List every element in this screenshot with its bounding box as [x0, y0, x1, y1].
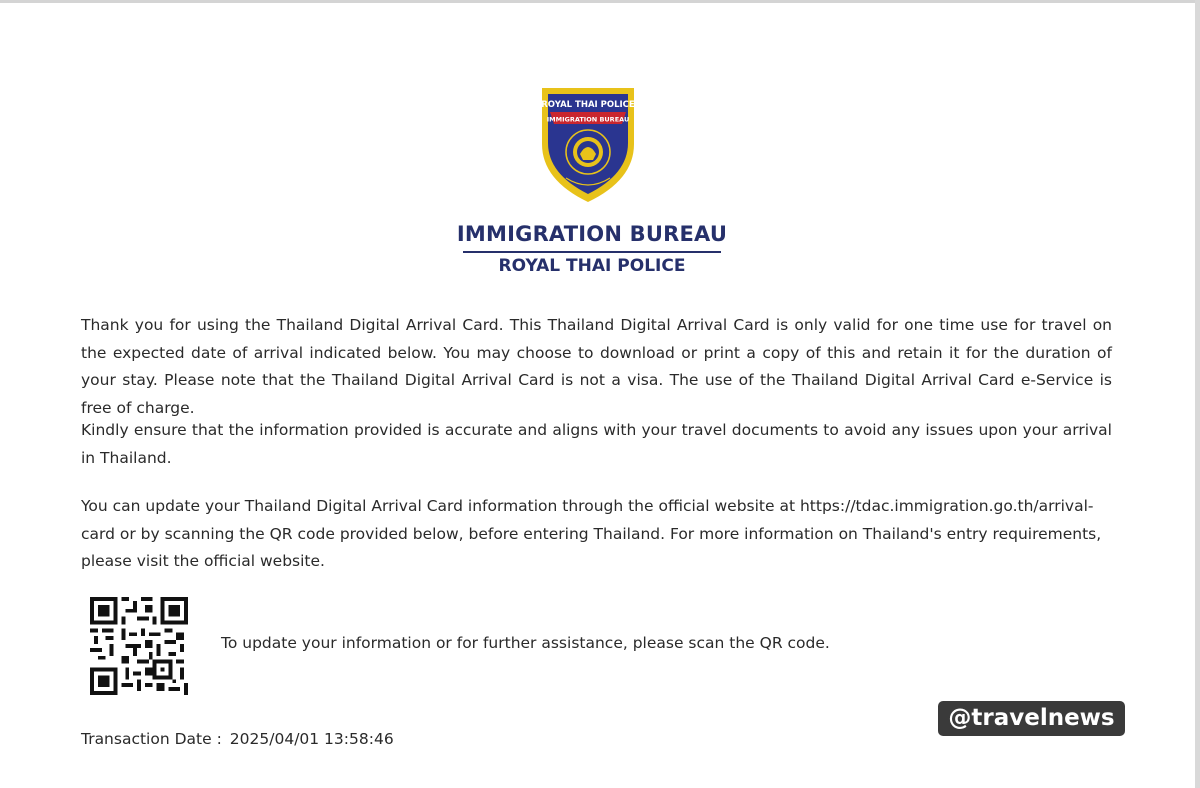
transaction-date — [81, 730, 394, 748]
svg-text:IMMIGRATION BUREAU: IMMIGRATION BUREAU — [546, 115, 630, 124]
brand-divider — [463, 251, 721, 253]
update-info-paragraph: You can update your Thailand Digital Arrival Card information through the official website at https://tdac.immigration.go.th/arrival-card or by scanning the QR code provided below, before entering Thailand. For more information on Thailand's entry requirements, please visit the official website. — [81, 497, 1102, 570]
brand-title: IMMIGRATION BUREAU — [456, 222, 728, 246]
accuracy-paragraph: Kindly ensure that the information provided is accurate and aligns with your travel documents to avoid any issues upon your arrival in Thailand. — [81, 421, 1112, 467]
page-top-border — [0, 0, 1200, 3]
qr-code-icon[interactable] — [90, 597, 188, 695]
transaction-date-value: 2025/04/01 13:58:46 — [229, 730, 394, 748]
intro-paragraph: Thank you for using the Thailand Digital Arrival Card. This Thailand Digital Arrival Card is only valid for one time use for travel on the expected date of arrival indicated below. You may choose to download or print a copy of this and retain it for the duration of your stay. Please note that the Thailand Digital Arrival Card is not a visa. The use of the Thailand Digital Arrival Card e-Service is free of charge. — [81, 316, 1112, 417]
brand-subtitle: ROYAL THAI POLICE — [498, 256, 686, 276]
royal-thai-police-badge-icon — [536, 82, 640, 206]
page-right-border — [1195, 0, 1200, 788]
watermark-badge: @travelnews — [938, 701, 1125, 736]
qr-caption: To update your information or for further assistance, please scan the QR code. — [221, 634, 830, 652]
transaction-date-label: Transaction Date : — [81, 730, 222, 748]
svg-text:ROYAL THAI POLICE: ROYAL THAI POLICE — [541, 100, 635, 110]
